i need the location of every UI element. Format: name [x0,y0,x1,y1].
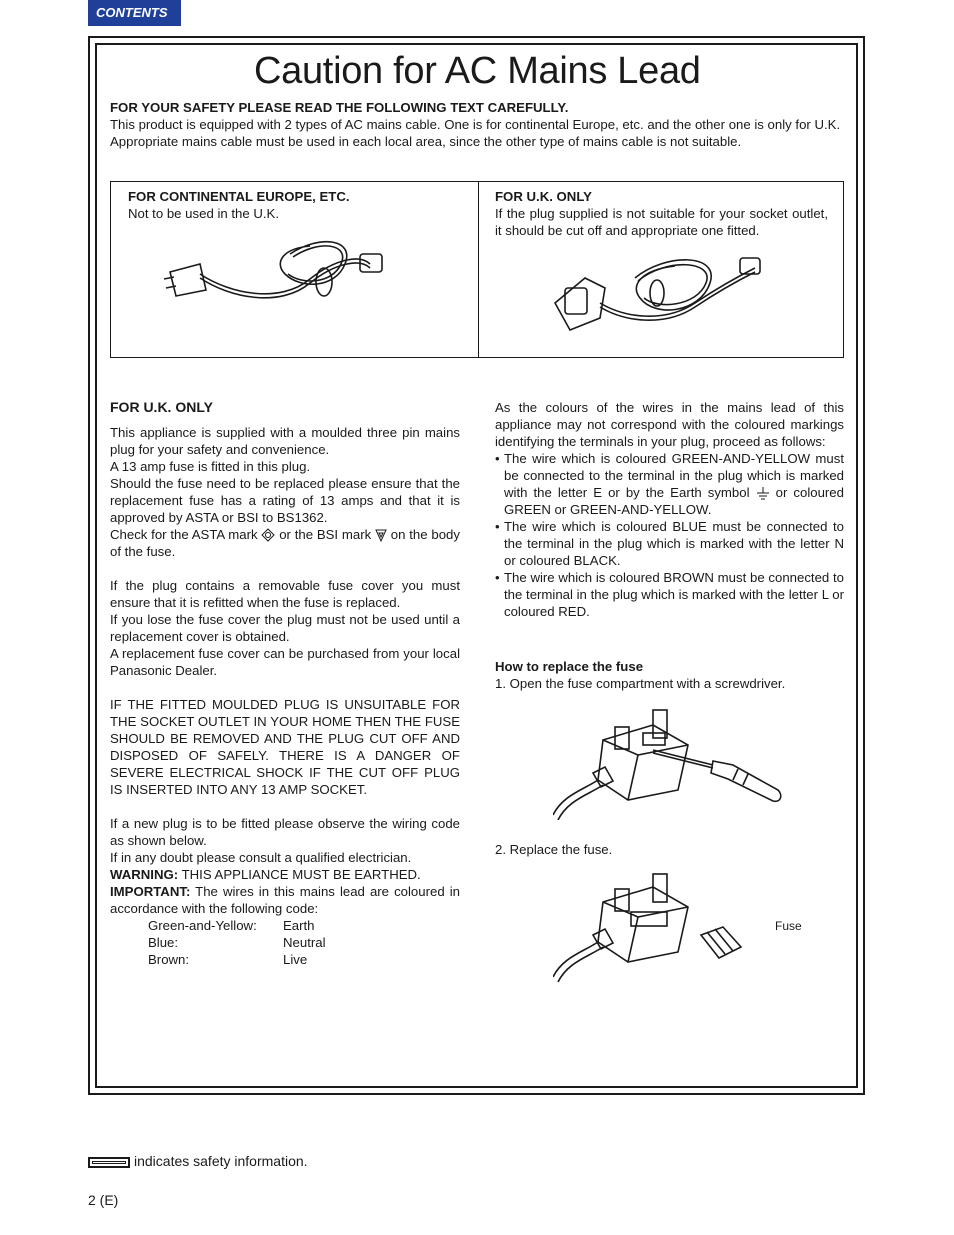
wiring-bullet-earth: • The wire which is coloured GREEN-AND-YELLOW must be connected to the terminal in the plug which is marked with the letter E or by the Earth symbol or coloured GREEN or GREEN-AND-YELLOW. [495,450,844,518]
earthing-warning [110,866,460,883]
important-label: IMPORTANT: [110,884,191,899]
uk-cable-illustration [545,248,765,338]
intro-paragraph-2: Appropriate mains cable must be used in each local area, since the other type of mains cable is not suitable. [110,134,742,149]
wiring-instructions-column [495,399,844,620]
plug-warning-caps: IF THE FITTED MOULDED PLUG IS UNSUITABLE FOR THE SOCKET OUTLET IN YOUR HOME THEN THE FUSE SHOULD BE REMOVED AND THE PLUG CUT OFF AND DISPOSED OF SAFELY. THERE IS A DANGER OF SEVERE ELECTRICAL SHOCK IF THE CUT OFF PLUG IS INSERTED INTO ANY 13 AMP SOCKET. [110,697,460,797]
safety-frame-legend-icon [88,1157,130,1168]
wire-code-row: Blue: Neutral [148,935,326,950]
uk-paragraph-8: If a new plug is to be fitted please observe the wiring code as shown below. [110,816,460,848]
europe-cable-illustration [160,234,390,306]
uk-paragraph-7: A replacement fuse cover can be purchased from your local Panasonic Dealer. [110,646,460,678]
uk-paragraph-1: This appliance is supplied with a moulded three pin mains plug for your safety and convenience. [110,425,460,457]
contents-button[interactable]: CONTENTS [88,0,181,26]
wiring-bullet-neutral: • The wire which is coloured BLUE must be connected to the terminal in the plug which is marked with the letter N or coloured BLACK. [495,518,844,569]
wire-code-row: Brown: Live [148,952,308,967]
safety-heading: FOR YOUR SAFETY PLEASE READ THE FOLLOWING TEXT CAREFULLY. [110,100,569,115]
wiring-intro: As the colours of the wires in the mains lead of this appliance may not correspond with the coloured markings identifying the terminals in your plug, proceed as follows: [495,400,844,449]
uk-only-column [110,399,460,968]
safety-legend [88,1153,308,1169]
uk-heading: FOR U.K. ONLY [495,189,592,204]
cable-box-divider [478,182,479,357]
asta-mark-icon [261,528,275,542]
bsi-text: or the BSI mark [279,527,372,542]
wire-code-table [148,917,326,968]
uk-paragraph-5: If the plug contains a removable fuse cover you must ensure that it is refitted when the fuse is replaced. [110,578,460,610]
europe-cable-cell [128,188,458,222]
uk-paragraph-6: If you lose the fuse cover the plug must not be used until a replacement cover is obtained. [110,612,460,644]
uk-only-heading: FOR U.K. ONLY [110,399,213,415]
warning-text: THIS APPLIANCE MUST BE EARTHED. [181,867,421,882]
step-2: 2. Replace the fuse. [495,842,613,857]
earth-symbol-icon [756,486,770,500]
uk-paragraph-3: Should the fuse need to be replaced please ensure that the replacement fuse has a rating of 13 amps and that it is approved by ASTA or BSI to BS1362. [110,476,460,525]
open-fuse-illustration [553,705,788,820]
page-number: 2 (E) [88,1192,119,1208]
intro-paragraph-1: This product is equipped with 2 types of AC mains cable. One is for continental Europe, etc. and the other one is only for U.K. [110,117,841,132]
fuse-body-text: on the body of the fuse. [110,527,460,559]
important-note [110,883,460,917]
uk-paragraph-9: If in any doubt please consult a qualified electrician. [110,850,412,865]
europe-text: Not to be used in the U.K. [128,206,280,221]
howto-heading: How to replace the fuse [495,659,644,674]
step-1: 1. Open the fuse compartment with a screwdriver. [495,676,786,691]
uk-text: If the plug supplied is not suitable for your socket outlet, it should be cut off and appropriate one fitted. [495,206,828,238]
uk-paragraph-2: A 13 amp fuse is fitted in this plug. [110,459,311,474]
bsi-kitemark-icon [375,528,387,542]
wire-code-row: Green-and-Yellow: Earth [148,918,315,933]
asta-text: Check for the ASTA mark [110,527,258,542]
important-text: The wires in this mains lead are coloured in accordance with the following code: [110,884,460,916]
wiring-list [495,450,844,620]
replace-fuse-illustration [553,872,748,987]
uk-paragraph-4 [110,526,460,560]
page-title: Caution for AC Mains Lead [254,50,701,92]
legend-text: indicates safety information. [134,1153,308,1169]
uk-cable-cell [495,188,828,239]
fuse-label: Fuse [775,919,802,933]
intro-section [110,99,846,150]
warning-label: WARNING: [110,867,179,882]
europe-heading: FOR CONTINENTAL EUROPE, ETC. [128,189,350,204]
wiring-bullet-live: • The wire which is coloured BROWN must be connected to the terminal in the plug which is marked with the letter L or coloured RED. [495,569,844,620]
